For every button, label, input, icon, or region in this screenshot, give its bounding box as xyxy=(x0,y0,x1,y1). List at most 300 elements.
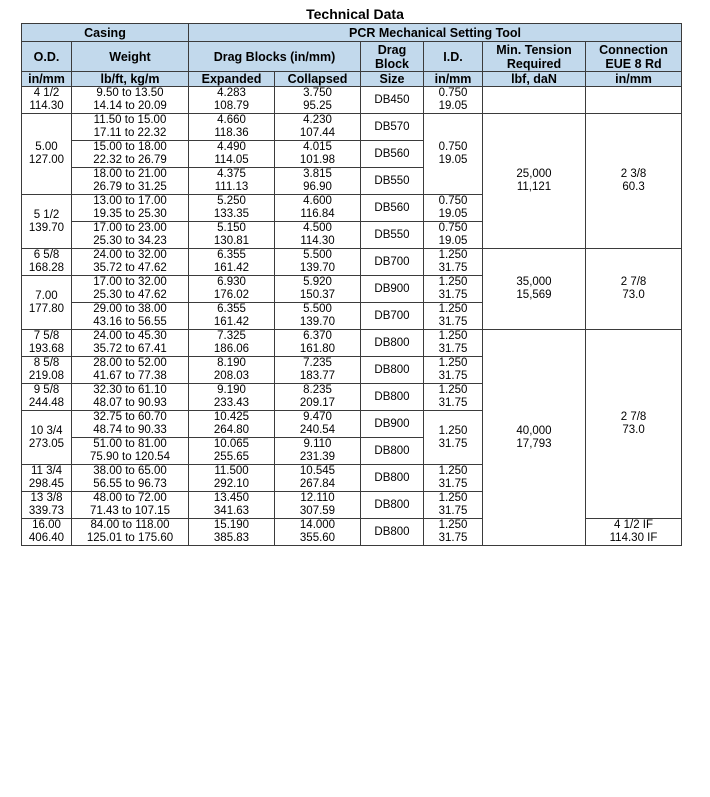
od-cell-line: 406.40 xyxy=(28,532,65,544)
weight-cell-line: 17.00 to 23.00 xyxy=(93,222,167,234)
collapsed-cell-line: 10.545 xyxy=(299,465,336,477)
expanded-cell xyxy=(189,465,275,492)
id-cell-line: 1.250 xyxy=(438,357,468,369)
collapsed-cell-line: 3.750 xyxy=(303,87,332,99)
id-cell-line: 0.750 xyxy=(438,195,468,207)
collapsed-cell-line: 4.600 xyxy=(303,195,332,207)
od-cell-line: 273.05 xyxy=(28,437,65,450)
expanded-cell xyxy=(189,384,275,411)
id-cell xyxy=(424,465,483,492)
weight-cell-line: 56.55 to 96.73 xyxy=(93,478,167,490)
connection-cell xyxy=(586,330,682,519)
drag-block-size-cell: DB560 xyxy=(361,141,424,168)
id-cell-line: 31.75 xyxy=(438,397,468,409)
weight-cell xyxy=(72,303,189,330)
od-cell-line: 219.08 xyxy=(28,370,65,382)
expanded-cell-line: 114.05 xyxy=(214,154,249,166)
weight-cell xyxy=(72,438,189,465)
expanded-cell xyxy=(189,141,275,168)
od-header: O.D. xyxy=(22,42,72,72)
weight-cell xyxy=(72,141,189,168)
od-cell xyxy=(22,114,72,195)
expanded-cell xyxy=(189,438,275,465)
weight-cell-line: 9.50 to 13.50 xyxy=(96,87,164,99)
connection-cell-line: 4 1/2 IF xyxy=(614,519,654,531)
collapsed-cell-line: 8.235 xyxy=(303,384,332,396)
expanded-cell-line: 4.375 xyxy=(217,168,246,180)
id-cell-line: 0.750 xyxy=(438,87,468,99)
weight-cell-line: 15.00 to 18.00 xyxy=(93,141,167,153)
weight-cell-line: 13.00 to 17.00 xyxy=(93,195,167,207)
drag-block-line-1: Drag xyxy=(377,42,407,57)
weight-cell-line: 18.00 to 21.00 xyxy=(93,168,167,180)
collapsed-cell-line: 209.17 xyxy=(299,397,336,409)
id-cell-line: 1.250 xyxy=(438,276,468,288)
min-tension-cell-line: 40,000 xyxy=(516,424,552,437)
od-cell-line: 244.48 xyxy=(28,397,65,409)
id-cell-line: 19.05 xyxy=(438,100,468,112)
expanded-cell-line: 6.930 xyxy=(217,276,246,288)
collapsed-cell xyxy=(275,195,361,222)
connection-cell-empty xyxy=(586,87,682,114)
collapsed-cell xyxy=(275,87,361,114)
collapsed-cell-line: 101.98 xyxy=(299,154,336,166)
collapsed-cell xyxy=(275,411,361,438)
weight-cell-line: 26.79 to 31.25 xyxy=(93,181,167,193)
id-cell-line: 31.75 xyxy=(438,532,468,544)
weight-cell xyxy=(72,519,189,546)
table-row xyxy=(22,330,682,357)
collapsed-cell xyxy=(275,519,361,546)
collapsed-cell-line: 12.110 xyxy=(300,492,335,504)
od-cell xyxy=(22,357,72,384)
table-body xyxy=(22,87,682,546)
od-cell-line: 6 5/8 xyxy=(33,249,60,261)
weight-cell-line: 32.75 to 60.70 xyxy=(93,411,167,423)
expanded-cell xyxy=(189,87,275,114)
collapsed-cell-line: 355.60 xyxy=(299,532,336,544)
collapsed-cell-line: 4.500 xyxy=(303,222,332,234)
id-cell-line: 0.750 xyxy=(438,141,468,153)
expanded-cell-line: 118.36 xyxy=(214,127,249,139)
tension-unit-header: lbf, daN xyxy=(483,72,586,87)
weight-cell xyxy=(72,168,189,195)
expanded-cell-line: 341.63 xyxy=(213,505,250,517)
weight-cell xyxy=(72,276,189,303)
expanded-cell-line: 4.490 xyxy=(217,141,246,153)
expanded-cell-line: 161.42 xyxy=(213,316,250,328)
weight-unit-header: lb/ft, kg/m xyxy=(72,72,189,87)
collapsed-cell-line: 95.25 xyxy=(303,100,332,112)
expanded-cell xyxy=(189,330,275,357)
weight-cell-line: 84.00 to 118.00 xyxy=(90,519,170,531)
expanded-cell-line: 6.355 xyxy=(217,303,246,315)
weight-cell-line: 14.14 to 20.09 xyxy=(93,100,167,112)
min-tension-cell xyxy=(483,114,586,249)
expanded-cell-line: 176.02 xyxy=(213,289,250,301)
expanded-cell-line: 130.81 xyxy=(213,235,250,247)
weight-cell-line: 32.30 to 61.10 xyxy=(93,384,167,396)
drag-blocks-header: Drag Blocks (in/mm) xyxy=(189,42,361,72)
expanded-cell xyxy=(189,168,275,195)
od-cell-line: 9 5/8 xyxy=(33,384,60,396)
connection-cell-line: 73.0 xyxy=(622,424,645,436)
technical-data-table xyxy=(21,23,682,546)
collapsed-cell-line: 4.015 xyxy=(303,141,332,153)
weight-cell-line: 19.35 to 25.30 xyxy=(93,208,167,220)
collapsed-cell xyxy=(275,438,361,465)
expanded-cell-line: 13.450 xyxy=(213,492,250,504)
collapsed-cell xyxy=(275,492,361,519)
weight-cell xyxy=(72,87,189,114)
weight-cell-line: 51.00 to 81.00 xyxy=(93,438,167,450)
weight-cell-line: 71.43 to 107.15 xyxy=(90,505,170,517)
expanded-cell-line: 133.35 xyxy=(213,208,250,220)
id-cell-line: 31.75 xyxy=(438,289,468,301)
weight-cell-line: 41.67 to 77.38 xyxy=(93,370,167,382)
min-tension-header xyxy=(483,42,586,72)
connection-header xyxy=(586,42,682,72)
id-cell-line: 0.750 xyxy=(438,222,468,234)
expanded-cell-line: 108.79 xyxy=(213,100,250,112)
weight-cell-line: 17.00 to 32.00 xyxy=(93,276,167,288)
expanded-cell-line: 5.250 xyxy=(217,195,246,207)
drag-block-size-cell: DB900 xyxy=(361,411,424,438)
collapsed-cell-line: 96.90 xyxy=(303,181,332,193)
id-cell xyxy=(424,357,483,384)
drag-block-size-cell: DB700 xyxy=(361,249,424,276)
collapsed-cell-line: 114.30 xyxy=(300,235,335,247)
collapsed-cell xyxy=(275,384,361,411)
casing-header: Casing xyxy=(22,24,189,42)
collapsed-cell xyxy=(275,465,361,492)
id-cell xyxy=(424,276,483,303)
collapsed-cell-line: 150.37 xyxy=(299,289,336,301)
weight-cell-line: 28.00 to 52.00 xyxy=(93,357,167,369)
collapsed-header: Collapsed xyxy=(275,72,361,87)
od-cell-line: 139.70 xyxy=(28,221,65,234)
od-cell xyxy=(22,87,72,114)
min-tension-cell-line: 35,000 xyxy=(516,276,552,288)
connection-cell-line: 2 7/8 xyxy=(620,411,647,423)
weight-cell-line: 35.72 to 67.41 xyxy=(93,343,167,355)
drag-block-size-cell: DB450 xyxy=(361,87,424,114)
expanded-cell-line: 161.42 xyxy=(213,262,250,274)
collapsed-cell xyxy=(275,114,361,141)
id-cell-line: 1.250 xyxy=(438,330,468,342)
id-cell xyxy=(424,519,483,546)
drag-block-header xyxy=(361,42,424,72)
connection-cell-line: 114.30 IF xyxy=(609,532,658,544)
collapsed-cell-line: 240.54 xyxy=(299,424,336,436)
drag-block-size-cell: DB800 xyxy=(361,330,424,357)
connection-cell xyxy=(586,519,682,546)
od-cell xyxy=(22,195,72,249)
min-tension-cell-line: 11,121 xyxy=(516,181,552,193)
expanded-cell-line: 385.83 xyxy=(213,532,250,544)
expanded-cell-line: 9.190 xyxy=(217,384,246,396)
expanded-cell-line: 8.190 xyxy=(217,357,246,369)
collapsed-cell-line: 5.500 xyxy=(303,303,332,315)
weight-cell-line: 17.11 to 22.32 xyxy=(93,127,167,139)
drag-block-size-cell: DB700 xyxy=(361,303,424,330)
collapsed-cell-line: 9.470 xyxy=(303,411,332,423)
collapsed-cell-line: 5.920 xyxy=(303,276,332,288)
collapsed-cell-line: 14.000 xyxy=(299,519,336,531)
expanded-cell-line: 4.660 xyxy=(217,114,246,126)
collapsed-cell xyxy=(275,357,361,384)
connection-line-2: EUE 8 Rd xyxy=(605,56,662,71)
collapsed-cell-line: 107.44 xyxy=(299,127,336,139)
weight-cell xyxy=(72,330,189,357)
weight-header: Weight xyxy=(72,42,189,72)
drag-block-line-2: Block xyxy=(374,56,410,71)
weight-cell-line: 38.00 to 65.00 xyxy=(93,465,167,477)
id-cell xyxy=(424,114,483,195)
od-cell xyxy=(22,249,72,276)
id-cell xyxy=(424,195,483,222)
drag-block-size-cell: DB800 xyxy=(361,357,424,384)
collapsed-cell-line: 9.110 xyxy=(303,438,332,450)
od-cell-line: 339.73 xyxy=(28,505,65,517)
id-cell-line: 1.250 xyxy=(438,465,468,477)
od-cell-line: 8 5/8 xyxy=(33,357,60,369)
collapsed-cell-line: 183.77 xyxy=(299,370,336,382)
id-cell xyxy=(424,492,483,519)
min-tension-cell xyxy=(483,330,586,546)
id-cell-line: 31.75 xyxy=(438,343,468,355)
page-title: Technical Data xyxy=(306,6,404,22)
od-cell xyxy=(22,492,72,519)
id-cell-line: 31.75 xyxy=(438,262,468,274)
size-header: Size xyxy=(361,72,424,87)
id-cell-line: 1.250 xyxy=(438,492,468,504)
id-unit-header: in/mm xyxy=(424,72,483,87)
collapsed-cell-line: 5.500 xyxy=(303,249,332,261)
expanded-cell-line: 111.13 xyxy=(214,181,249,193)
min-tension-cell xyxy=(483,249,586,330)
weight-cell-line: 25.30 to 34.23 xyxy=(93,235,167,247)
connection-cell-line: 2 3/8 xyxy=(620,168,647,180)
drag-block-size-cell: DB550 xyxy=(361,222,424,249)
od-cell xyxy=(22,330,72,357)
tool-header: PCR Mechanical Setting Tool xyxy=(189,24,682,42)
id-cell-line: 31.75 xyxy=(438,437,468,450)
id-cell-line: 19.05 xyxy=(438,208,468,220)
min-tension-cell-line: 17,793 xyxy=(516,437,552,450)
collapsed-cell-line: 116.84 xyxy=(300,208,335,220)
od-cell-line: 16.00 xyxy=(32,519,61,531)
connection-line-1: Connection xyxy=(599,42,668,57)
expanded-cell-line: 15.190 xyxy=(213,519,250,531)
min-tension-cell-line: 15,569 xyxy=(516,289,552,301)
expanded-cell xyxy=(189,492,275,519)
expanded-cell xyxy=(189,519,275,546)
expanded-cell-line: 10.065 xyxy=(213,438,250,450)
drag-block-size-cell: DB800 xyxy=(361,519,424,546)
collapsed-cell xyxy=(275,168,361,195)
table-row xyxy=(22,87,682,114)
expanded-cell-line: 11.500 xyxy=(214,465,249,477)
weight-cell-line: 75.90 to 120.54 xyxy=(90,451,170,463)
id-cell-line: 19.05 xyxy=(438,154,468,166)
od-cell-line: 11 3/4 xyxy=(30,465,63,477)
table-row xyxy=(22,114,682,141)
collapsed-cell-line: 6.370 xyxy=(303,330,332,342)
id-cell-line: 1.250 xyxy=(438,519,468,531)
collapsed-cell xyxy=(275,141,361,168)
collapsed-cell-line: 231.39 xyxy=(299,451,336,463)
expanded-cell-line: 264.80 xyxy=(213,424,250,436)
weight-cell-line: 22.32 to 26.79 xyxy=(93,154,167,166)
collapsed-cell xyxy=(275,222,361,249)
id-cell-line: 31.75 xyxy=(438,316,468,328)
id-cell xyxy=(424,303,483,330)
od-cell-line: 298.45 xyxy=(28,478,65,490)
min-tension-line-1: Min. Tension xyxy=(496,42,572,57)
id-cell-line: 31.75 xyxy=(438,370,468,382)
table-row xyxy=(22,249,682,276)
weight-cell xyxy=(72,465,189,492)
drag-block-size-cell: DB800 xyxy=(361,492,424,519)
weight-cell xyxy=(72,195,189,222)
weight-cell-line: 35.72 to 47.62 xyxy=(93,262,167,274)
weight-cell-line: 48.07 to 90.93 xyxy=(93,397,167,409)
od-cell-line: 5.00 xyxy=(35,141,58,153)
id-cell-line: 1.250 xyxy=(438,303,468,315)
expanded-cell-line: 7.325 xyxy=(217,330,246,342)
connection-cell-line: 2 7/8 xyxy=(620,276,647,288)
id-cell xyxy=(424,249,483,276)
expanded-cell-line: 6.355 xyxy=(217,249,246,261)
expanded-cell xyxy=(189,114,275,141)
id-cell-line: 19.05 xyxy=(438,235,468,247)
collapsed-cell xyxy=(275,249,361,276)
collapsed-cell-line: 7.235 xyxy=(303,357,332,369)
connection-cell xyxy=(586,249,682,330)
weight-cell xyxy=(72,249,189,276)
id-cell xyxy=(424,330,483,357)
connection-unit-header: in/mm xyxy=(586,72,682,87)
id-cell-line: 1.250 xyxy=(438,249,468,261)
od-cell-line: 127.00 xyxy=(28,154,65,166)
weight-cell-line: 48.00 to 72.00 xyxy=(93,492,167,504)
expanded-cell-line: 5.150 xyxy=(217,222,246,234)
od-cell-line: 13 3/8 xyxy=(30,492,63,504)
expanded-cell xyxy=(189,303,275,330)
weight-cell-line: 29.00 to 38.00 xyxy=(93,303,167,315)
weight-cell-line: 125.01 to 175.60 xyxy=(86,532,174,544)
drag-block-size-cell: DB800 xyxy=(361,384,424,411)
min-tension-line-2: Required xyxy=(506,56,562,71)
weight-cell xyxy=(72,357,189,384)
id-cell-line: 1.250 xyxy=(438,424,468,437)
weight-cell xyxy=(72,384,189,411)
weight-cell-line: 24.00 to 45.30 xyxy=(93,330,167,342)
id-header: I.D. xyxy=(424,42,483,72)
collapsed-cell-line: 307.59 xyxy=(299,505,336,517)
expanded-cell-line: 292.10 xyxy=(213,478,250,490)
expanded-cell-line: 233.43 xyxy=(213,397,250,409)
od-cell xyxy=(22,465,72,492)
expanded-cell xyxy=(189,357,275,384)
weight-cell xyxy=(72,222,189,249)
drag-block-size-cell: DB560 xyxy=(361,195,424,222)
weight-cell-line: 24.00 to 32.00 xyxy=(93,249,167,261)
expanded-cell xyxy=(189,195,275,222)
tension-cell-empty xyxy=(483,87,586,114)
id-cell-line: 1.250 xyxy=(438,384,468,396)
connection-cell xyxy=(586,114,682,249)
od-cell-line: 193.68 xyxy=(28,343,65,355)
id-cell xyxy=(424,222,483,249)
weight-cell xyxy=(72,411,189,438)
od-cell xyxy=(22,276,72,330)
od-cell-line: 10 3/4 xyxy=(30,424,63,437)
expanded-cell-line: 255.65 xyxy=(213,451,250,463)
expanded-cell xyxy=(189,222,275,249)
collapsed-cell-line: 139.70 xyxy=(299,262,336,274)
connection-cell-line: 60.3 xyxy=(622,181,645,193)
collapsed-cell-line: 267.84 xyxy=(299,478,336,490)
drag-block-size-cell: DB550 xyxy=(361,168,424,195)
expanded-cell-line: 208.03 xyxy=(213,370,250,382)
weight-cell-line: 11.50 to 15.00 xyxy=(93,114,167,126)
od-cell-line: 168.28 xyxy=(28,262,65,274)
id-cell-line: 31.75 xyxy=(438,505,468,517)
expanded-cell-line: 186.06 xyxy=(213,343,250,355)
collapsed-cell xyxy=(275,330,361,357)
weight-cell-line: 43.16 to 56.55 xyxy=(93,316,167,328)
collapsed-cell-line: 4.230 xyxy=(303,114,332,126)
expanded-cell xyxy=(189,276,275,303)
od-cell-line: 7.00 xyxy=(35,289,58,302)
collapsed-cell xyxy=(275,276,361,303)
drag-block-size-cell: DB800 xyxy=(361,438,424,465)
collapsed-cell-line: 3.815 xyxy=(303,168,332,180)
connection-cell-line: 73.0 xyxy=(622,289,645,301)
weight-cell-line: 48.74 to 90.33 xyxy=(93,424,167,436)
od-unit-header: in/mm xyxy=(22,72,72,87)
od-cell-line: 5 1/2 xyxy=(33,208,60,221)
od-cell-line: 177.80 xyxy=(28,302,65,315)
od-cell-line: 114.30 xyxy=(29,100,64,112)
drag-block-size-cell: DB570 xyxy=(361,114,424,141)
id-cell xyxy=(424,411,483,465)
expanded-header: Expanded xyxy=(189,72,275,87)
drag-block-size-cell: DB800 xyxy=(361,465,424,492)
collapsed-cell-line: 139.70 xyxy=(299,316,336,328)
expanded-cell-line: 4.283 xyxy=(217,87,246,99)
weight-cell-line: 25.30 to 47.62 xyxy=(93,289,167,301)
expanded-cell xyxy=(189,249,275,276)
od-cell xyxy=(22,411,72,465)
min-tension-cell-line: 25,000 xyxy=(516,168,552,180)
weight-cell xyxy=(72,114,189,141)
expanded-cell xyxy=(189,411,275,438)
od-cell xyxy=(22,384,72,411)
expanded-cell-line: 10.425 xyxy=(213,411,250,423)
id-cell xyxy=(424,384,483,411)
id-cell-line: 31.75 xyxy=(438,478,468,490)
od-cell-line: 7 5/8 xyxy=(33,330,60,342)
weight-cell xyxy=(72,492,189,519)
od-cell-line: 4 1/2 xyxy=(33,87,60,99)
collapsed-cell-line: 161.80 xyxy=(299,343,336,355)
od-cell xyxy=(22,519,72,546)
drag-block-size-cell: DB900 xyxy=(361,276,424,303)
id-cell xyxy=(424,87,483,114)
